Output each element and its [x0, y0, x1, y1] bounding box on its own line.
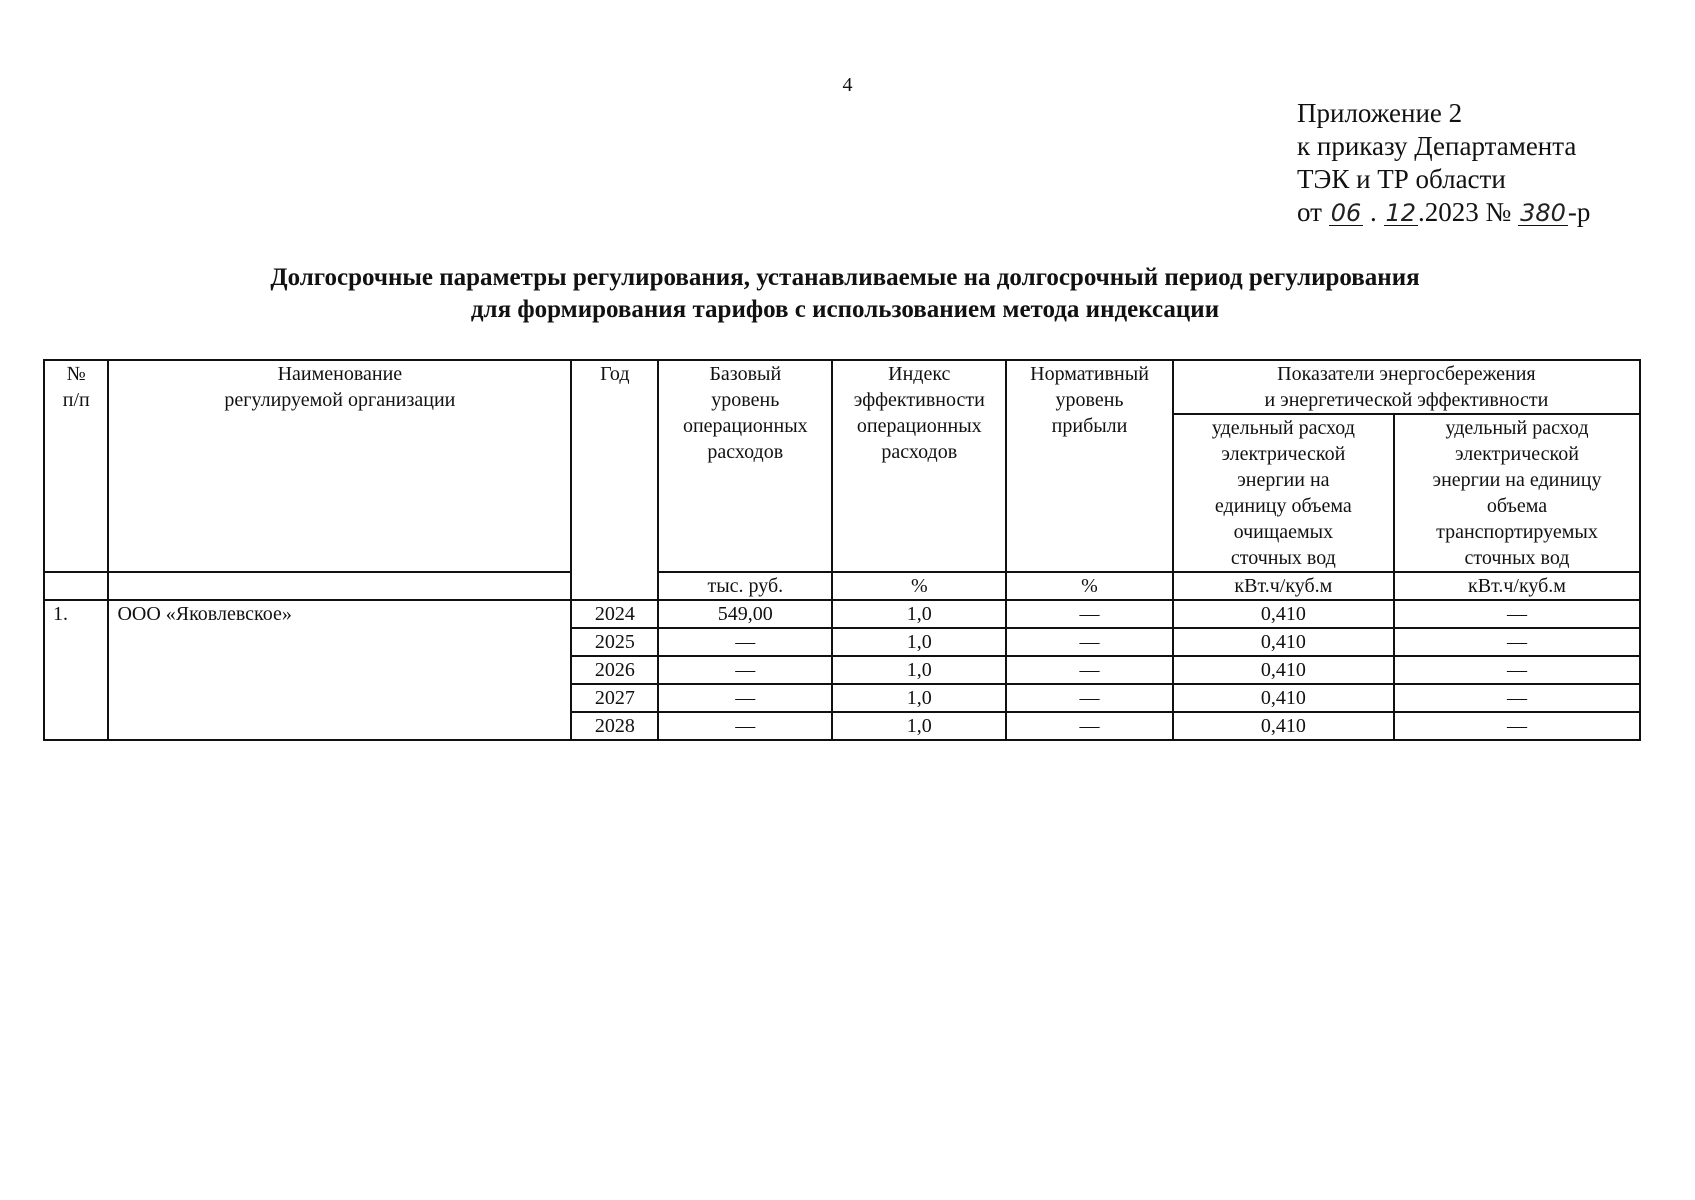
handwritten-month: 12 [1385, 199, 1417, 227]
cell-profit: — [1006, 600, 1172, 628]
appendix-line-3: ТЭК и ТР области [1297, 164, 1506, 194]
appendix-date-line [1297, 196, 1590, 229]
units-row [44, 572, 1640, 600]
header-index: Индекс эффективности операционных расходов [832, 360, 1006, 572]
handwritten-day: 06 [1330, 199, 1362, 227]
org-num: 1. [44, 600, 108, 740]
org-name: ООО «Яковлевское» [108, 600, 571, 740]
cell-energy-a: 0,410 [1173, 684, 1394, 712]
title-line-1: Долгосрочные параметры регулирования, устанавливаемые на долгосрочный период регулирования [270, 264, 1420, 291]
cell-year: 2027 [571, 684, 658, 712]
unit-profit: % [1006, 572, 1172, 600]
cell-energy-b: — [1394, 656, 1640, 684]
header-base: Базовый уровень операционных расходов [658, 360, 832, 572]
cell-index: 1,0 [832, 600, 1006, 628]
title-line-2: для формирования тарифов с использованием метода индексации [470, 296, 1220, 323]
cell-year: 2025 [571, 628, 658, 656]
cell-profit: — [1006, 712, 1172, 740]
cell-base: — [658, 712, 832, 740]
cell-year: 2028 [571, 712, 658, 740]
header-profit: Нормативный уровень прибыли [1006, 360, 1172, 572]
unit-energy-a: кВт.ч/куб.м [1173, 572, 1394, 600]
cell-base: 549,00 [658, 600, 832, 628]
cell-profit: — [1006, 684, 1172, 712]
date-year: .2023 № [1418, 197, 1519, 227]
cell-energy-a: 0,410 [1173, 600, 1394, 628]
order-suffix: -р [1567, 197, 1591, 227]
header-energy-a: удельный расход электрической энергии на единицу объема очищаемых сточных вод [1173, 414, 1394, 572]
cell-energy-a: 0,410 [1173, 656, 1394, 684]
header-year: Год [571, 360, 658, 600]
cell-profit: — [1006, 628, 1172, 656]
cell-base: — [658, 684, 832, 712]
header-num: № п/п [44, 360, 108, 572]
cell-energy-b: — [1394, 712, 1640, 740]
cell-energy-b: — [1394, 684, 1640, 712]
header-energy-b: удельный расход электрической энергии на единицу объема транспортируемых сточных вод [1394, 414, 1640, 572]
cell-year: 2024 [571, 600, 658, 628]
appendix-block [1297, 97, 1590, 229]
cell-year: 2026 [571, 656, 658, 684]
unit-energy-b: кВт.ч/куб.м [1394, 572, 1640, 600]
cell-index: 1,0 [832, 628, 1006, 656]
document-title [0, 262, 1690, 326]
cell-energy-a: 0,410 [1173, 628, 1394, 656]
page-number: 4 [842, 74, 853, 96]
header-name: Наименование регулируемой организации [108, 360, 571, 572]
handwritten-order-number: 380 [1520, 199, 1566, 227]
date-separator: . [1363, 197, 1384, 227]
cell-index: 1,0 [832, 684, 1006, 712]
appendix-line-1: Приложение 2 [1297, 98, 1463, 128]
cell-base: — [658, 656, 832, 684]
header-row [44, 360, 1640, 414]
unit-index: % [832, 572, 1006, 600]
appendix-line-2: к приказу Департамента [1297, 131, 1577, 161]
cell-energy-b: — [1394, 600, 1640, 628]
header-energy-group: Показатели энергосбережения и энергетической эффективности [1173, 360, 1640, 414]
date-prefix: от [1297, 197, 1329, 227]
cell-index: 1,0 [832, 712, 1006, 740]
table-row [44, 600, 1640, 628]
cell-profit: — [1006, 656, 1172, 684]
parameters-table [43, 359, 1641, 741]
unit-base: тыс. руб. [658, 572, 832, 600]
unit-num-empty [44, 572, 108, 600]
unit-name-empty [108, 572, 571, 600]
cell-energy-a: 0,410 [1173, 712, 1394, 740]
cell-base: — [658, 628, 832, 656]
cell-index: 1,0 [832, 656, 1006, 684]
cell-energy-b: — [1394, 628, 1640, 656]
